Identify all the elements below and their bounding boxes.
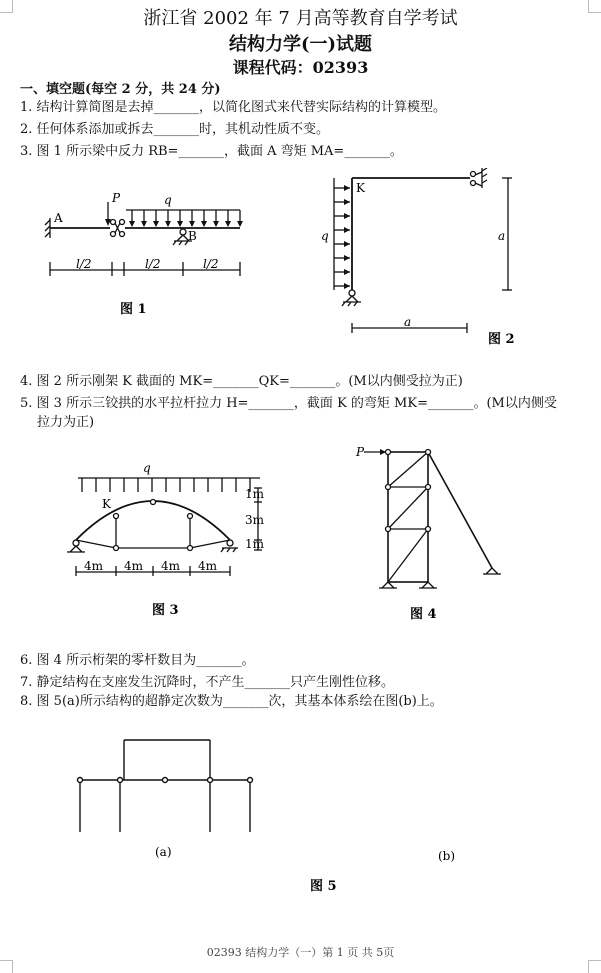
question-5-cont: 拉力为正)	[37, 415, 95, 430]
figure-5-caption: 图 5	[310, 879, 337, 894]
exam-title: 浙江省 2002 年 7 月高等教育自学考试	[143, 8, 458, 29]
dim-1: l/2	[76, 257, 92, 271]
figure-1	[40, 186, 250, 326]
question-4: 4. 图 2 所示刚架 K 截面的 MK=_______QK=_______。(M以内侧受拉为正)	[20, 374, 463, 389]
page-footer: 02393 结构力学（一）第 1 页 共 5页	[206, 946, 395, 959]
figure-3	[58, 458, 278, 628]
dim-1: 4m	[84, 559, 104, 573]
section-heading: 一、填空题(每空 2 分，共 24 分)	[20, 82, 221, 97]
dim-a-horizontal: a	[404, 315, 412, 329]
label-P: P	[112, 191, 121, 205]
figure-2-caption: 图 2	[488, 332, 515, 347]
label-K: K	[356, 181, 365, 195]
dim-3: l/2	[203, 257, 219, 271]
figure-3-caption: 图 3	[152, 603, 179, 618]
label-a: (a)	[155, 845, 172, 859]
figure-1-caption: 图 1	[120, 302, 147, 317]
dim-4: 4m	[198, 559, 218, 573]
question-2: 2. 任何体系添加或拆去_______时，其机动性质不变。	[20, 122, 330, 137]
dim-2: l/2	[145, 257, 161, 271]
dim-a-vertical: a	[498, 229, 506, 243]
label-q: q	[164, 193, 172, 207]
exam-subject: 结构力学(一)试题	[228, 34, 373, 55]
course-code: 课程代码：02393	[232, 58, 369, 77]
label-P: P	[356, 445, 365, 459]
question-7: 7. 静定结构在支座发生沉降时，不产生_______只产生刚性位移。	[20, 675, 395, 690]
label-q: q	[143, 461, 151, 475]
dim-3: 4m	[161, 559, 181, 573]
question-3: 3. 图 1 所示梁中反力 RB=_______，截面 A 弯矩 MA=_______。	[20, 144, 403, 159]
dim-h2: 3m	[245, 513, 265, 527]
question-1: 1. 结构计算简图是去掉_______，以简化图式来代替实际结构的计算模型。	[20, 100, 447, 115]
label-q: q	[321, 229, 329, 243]
dim-h3: 1m	[245, 537, 265, 551]
label-A: A	[54, 211, 63, 225]
figure-2	[312, 168, 522, 348]
question-5: 5. 图 3 所示三铰拱的水平拉杆拉力 H=_______，截面 K 的弯矩 MK=_______。(M以内侧受	[20, 396, 557, 411]
dim-h1: 1m	[245, 487, 265, 501]
crop-mark-bottom-right	[588, 960, 601, 973]
figure-4-caption: 图 4	[410, 607, 437, 622]
dim-2: 4m	[124, 559, 144, 573]
crop-mark-bottom-left	[0, 960, 13, 973]
figure-4	[352, 442, 512, 628]
label-b: (b)	[438, 849, 456, 863]
figure-5	[60, 732, 480, 902]
question-8: 8. 图 5(a)所示结构的超静定次数为_______次，其基本体系绘在图(b)上。	[20, 694, 443, 709]
label-K: K	[102, 497, 111, 511]
label-B: B	[188, 229, 197, 243]
question-6: 6. 图 4 所示桁架的零杆数目为_______。	[20, 653, 255, 668]
